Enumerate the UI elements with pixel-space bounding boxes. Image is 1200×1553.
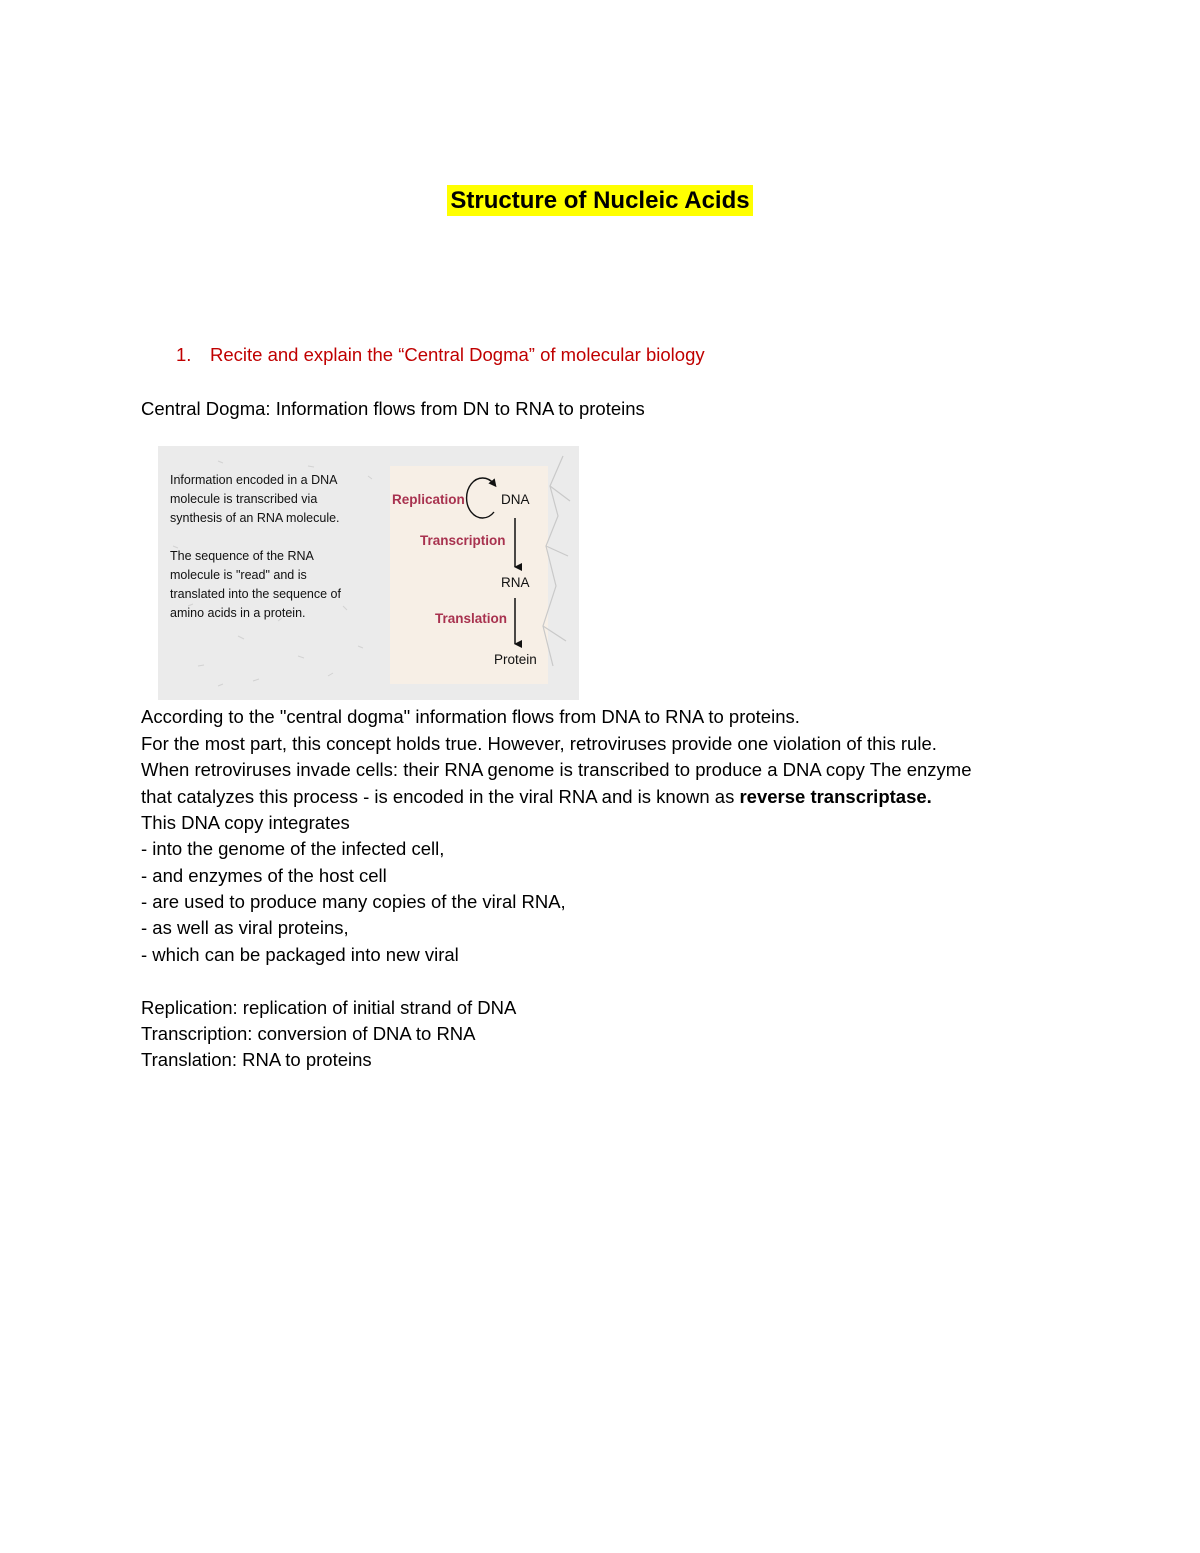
desc2-line2: molecule is "read" and is (170, 568, 307, 582)
paragraph-line-8: - are used to produce many copies of the viral RNA, (141, 891, 566, 912)
paragraph-line-5: This DNA copy integrates (141, 812, 350, 833)
desc2-line1: The sequence of the RNA (170, 549, 314, 563)
paragraph-line-7: - and enzymes of the host cell (141, 865, 387, 886)
page-title: Structure of Nucleic Acids (447, 185, 752, 216)
paragraph-line-9: - as well as viral proteins, (141, 917, 349, 938)
page-title-container (0, 185, 1200, 217)
central-dogma-figure (158, 446, 579, 700)
intro-line: Central Dogma: Information flows from DN to RNA to proteins (141, 398, 645, 419)
translation-label: Translation (435, 611, 508, 626)
question-1 (176, 342, 705, 368)
reverse-transcriptase-term: reverse transcriptase. (739, 786, 932, 807)
desc1-line1: Information encoded in a DNA (170, 473, 338, 487)
paragraph-line-4-text: that catalyzes this process - is encoded in the viral RNA and is known as (141, 786, 740, 807)
paragraph-line-3: When retroviruses invade cells: their RNA genome is transcribed to produce a DNA copy The enzyme (141, 759, 972, 780)
paragraph-line-6: - into the genome of the infected cell, (141, 838, 445, 859)
definition-replication: Replication: replication of initial strand of DNA (141, 997, 517, 1018)
central-dogma-diagram (158, 446, 579, 700)
question-text: Recite and explain the “Central Dogma” of molecular biology (210, 344, 705, 365)
paragraph-line-1: According to the "central dogma" information flows from DNA to RNA to proteins. (141, 706, 800, 727)
paragraph-line-4 (141, 784, 932, 810)
desc1-line3: synthesis of an RNA molecule. (170, 511, 340, 525)
question-number: 1. (176, 344, 192, 365)
dna-label: DNA (501, 492, 530, 507)
transcription-label: Transcription (420, 533, 506, 548)
protein-label: Protein (494, 652, 537, 667)
replication-label: Replication (392, 492, 465, 507)
desc1-line2: molecule is transcribed via (170, 492, 318, 506)
definition-transcription: Transcription: conversion of DNA to RNA (141, 1023, 476, 1044)
desc2-line3: translated into the sequence of (170, 587, 341, 601)
paragraph-line-10: - which can be packaged into new viral (141, 944, 459, 965)
paragraph-line-2: For the most part, this concept holds true. However, retroviruses provide one violation of this rule. (141, 733, 937, 754)
desc2-line4: amino acids in a protein. (170, 606, 306, 620)
definition-translation: Translation: RNA to proteins (141, 1049, 372, 1070)
rna-label: RNA (501, 575, 530, 590)
